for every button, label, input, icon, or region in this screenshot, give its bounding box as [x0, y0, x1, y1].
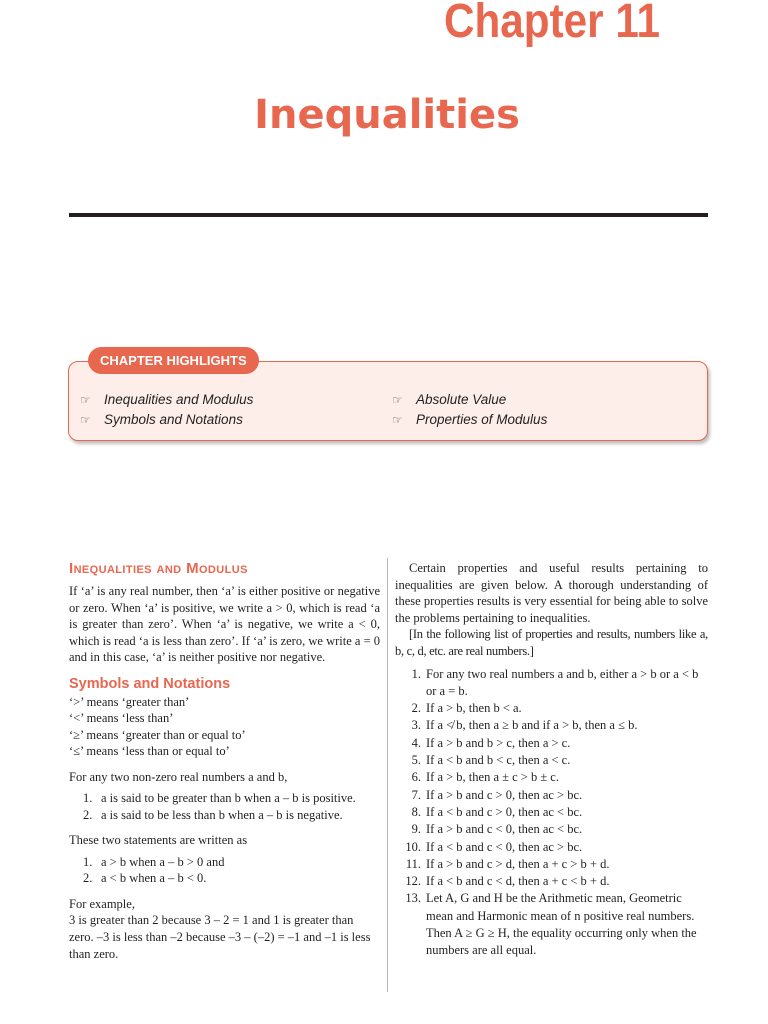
highlight-item [392, 392, 506, 407]
pointing-hand-icon: ☞ [392, 413, 403, 427]
property-item: 13. Let A, G and H be the Arithmetic mean, Geometric mean and Harmonic mean of n positive real numbers. Then A ≥ G ≥ H, the equality occurring only when the numbers are all equal. [405, 891, 697, 958]
highlight-item-label: Absolute Value [416, 392, 507, 407]
symbol-line: ‘≥’ means ‘greater than or equal to’ [69, 727, 246, 742]
property-item: 7. If a > b and c > 0, then ac > bc. [411, 787, 583, 802]
property-item: 2. If a > b, then b < a. [411, 701, 522, 716]
highlight-item-label: Properties of Modulus [416, 412, 548, 427]
chapter-highlights-label: CHAPTER HIGHLIGHTS [88, 347, 259, 374]
definition-list [69, 790, 380, 823]
highlight-item-label: Symbols and Notations [104, 412, 243, 427]
list-item: 2. a < b when a – b < 0. [83, 871, 207, 886]
properties-list [395, 666, 708, 960]
property-item: 4. If a > b and b > c, then a > c. [411, 735, 571, 750]
list-item: 2. a is said to be less than b when a – b is negative. [83, 807, 343, 822]
pointing-hand-icon: ☞ [80, 393, 91, 407]
property-item: 1. For any two real numbers a and b, either a > b or a < b or a = b. [411, 666, 699, 698]
title-rule [69, 213, 708, 217]
property-item: 5. If a < b and b < c, then a < c. [411, 753, 571, 768]
highlight-item-label: Inequalities and Modulus [104, 392, 254, 407]
highlight-item [80, 412, 243, 427]
lead-paragraph: For any two non-zero real numbers a and b, [69, 769, 288, 784]
property-item: 11. If a > b and c > d, then a + c > b + d. [405, 856, 610, 871]
properties-intro: Certain properties and useful results pertaining to inequalities are given below. A thorough understanding of these properties results is very essential for being able to solve the problems pertaining to inequalities. [395, 561, 708, 625]
chapter-title: Inequalities [254, 92, 520, 138]
property-item: 8. If a < b and c > 0, then ac < bc. [411, 804, 583, 819]
list-item: 1. a is said to be greater than b when a – b is positive. [83, 791, 356, 806]
example-label: For example, [69, 896, 135, 911]
section-heading: Inequalities and Modulus [69, 560, 248, 577]
property-item: 6. If a > b, then a ± c > b ± c. [411, 770, 559, 785]
chapter-number: Chapter 11 [444, 0, 660, 48]
example-paragraph: 3 is greater than 2 because 3 – 2 = 1 and 1 is greater than zero. –3 is less than –2 because –3 – (–2) = –1 and –1 is less than zero. [69, 913, 371, 961]
highlight-item [392, 412, 547, 427]
property-item: 12. If a < b and c < d, then a + c < b + d. [405, 874, 610, 889]
properties-note: [In the following list of properties and results, numbers like a, b, c, d, etc. are real numbers.] [395, 627, 708, 658]
highlight-item [80, 392, 253, 407]
property-item: 9. If a > b and c < 0, then ac < bc. [411, 822, 583, 837]
left-column [69, 560, 380, 962]
symbol-line: ‘>’ means ‘greater than’ [69, 694, 190, 709]
column-divider [387, 558, 388, 992]
notation-list [69, 854, 380, 887]
lead-paragraph: These two statements are written as [69, 833, 248, 848]
pointing-hand-icon: ☞ [80, 413, 91, 427]
subsection-heading: Symbols and Notations [69, 675, 231, 692]
pointing-hand-icon: ☞ [392, 393, 403, 407]
symbol-line: ‘<’ means ‘less than’ [69, 711, 174, 726]
symbol-line: ‘≤’ means ‘less than or equal to’ [69, 744, 230, 759]
list-item: 1. a > b when a – b > 0 and [83, 854, 225, 869]
property-item: 3. If a ≮ b, then a ≥ b and if a > b, then a ≤ b. [411, 718, 638, 733]
property-item: 10. If a < b and c < 0, then ac > bc. [405, 839, 583, 854]
right-column [395, 560, 708, 960]
intro-paragraph: If ‘a’ is any real number, then ‘a’ is either positive or negative or zero. When ‘a’ is positive, we write a > 0, which is read ‘a is greater than zero’. When ‘a’ is negative, we write a < 0, which is read ‘a is less than zero’. If ‘a’ is zero, we write a = 0 and in this case, ‘a’ is neither positive nor negative. [69, 584, 380, 665]
